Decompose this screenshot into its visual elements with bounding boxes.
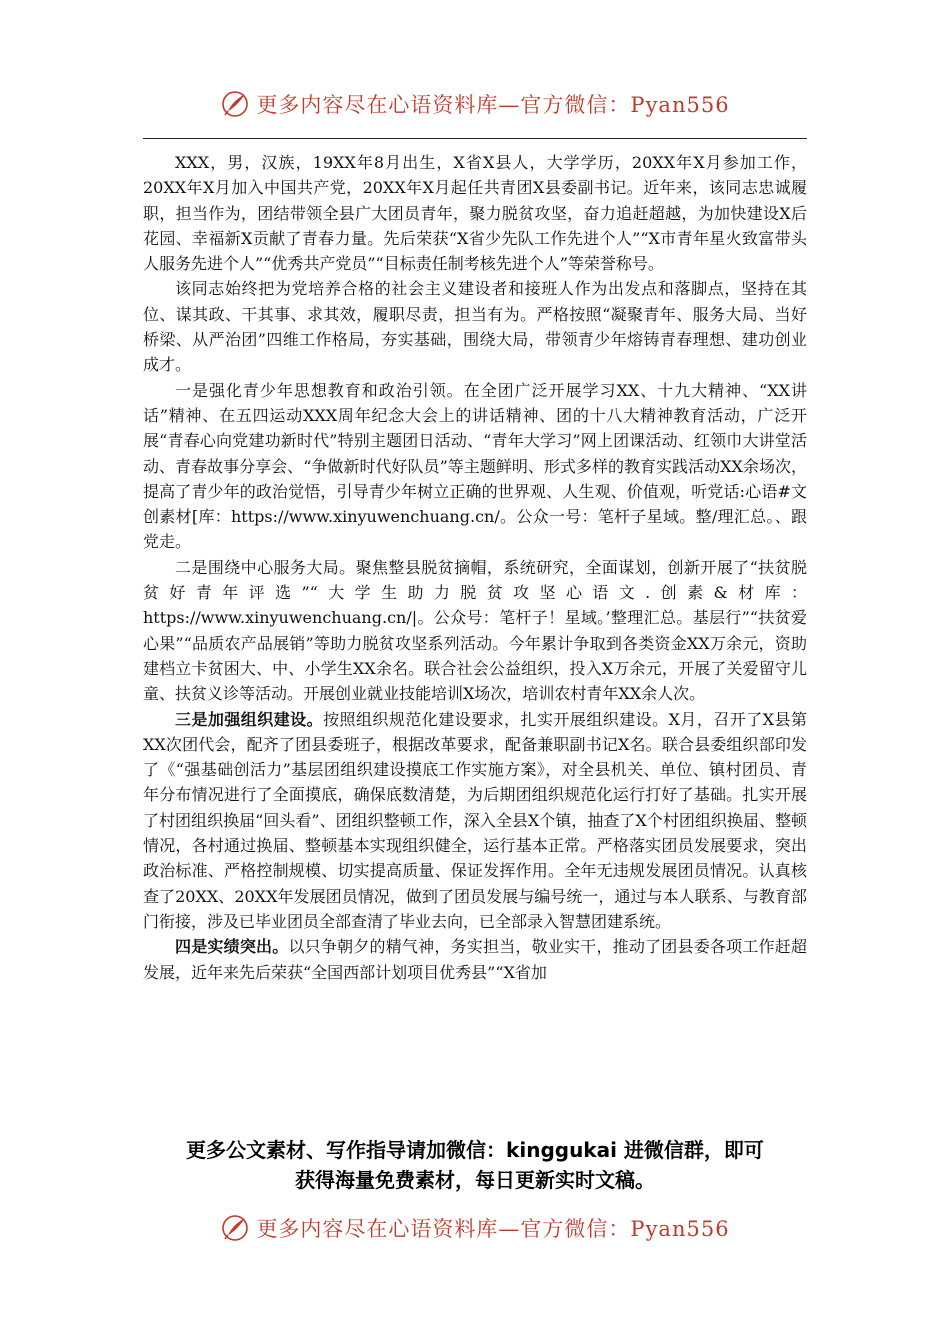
promo-line-2: 获得海量免费素材，每日更新实时文稿。 — [295, 1168, 655, 1192]
feather-pen-logo-icon — [220, 89, 250, 119]
document-body — [143, 150, 807, 985]
paragraph-point-one: 一是强化青少年思想教育和政治引领。在全团广泛开展学习XX、十九大精神、“XX讲话”精神、在五四运动XXX周年纪念大会上的讲话精神、团的十八大精神教育活动，广泛开展“青春心向党建功新时代”特别主题团日活动、“青年大学习”网上团课活动、红领巾大讲堂活动、青春故事分享会、“争做新时代好队员”等主题鲜明、形式多样的教育实践活动XX余场次，提高了青少年的政治觉悟，引导青少年树立正确的世界观、人生观、价值观，听党话:心语#文创素材[库：https://www.xinyuwenchuang.cn/。公众一号：笔杆子星域。整/理汇总。、跟党走。 — [143, 380, 807, 552]
paragraph-point-four — [143, 934, 807, 985]
header-divider — [143, 138, 807, 139]
feather-pen-logo-icon — [220, 1213, 250, 1243]
footer-banner-text: 更多内容尽在心语资料库—官方微信：Pyan556 — [256, 1217, 730, 1241]
header-banner-text: 更多内容尽在心语资料库—官方微信：Pyan556 — [256, 93, 730, 117]
point-three-heading: 三是加强组织建设。 — [175, 709, 324, 729]
header-banner — [0, 84, 950, 124]
paragraph-point-two: 二是围绕中心服务大局。聚焦整县脱贫摘帽，系统研究，全面谋划，创新开展了“扶贫脱贫好青年评选”“大学生助力脱贫攻坚心语文.创素&材库：https://www.xinyuwenchuang.cn/|。公众号：笔杆子！星域。’整理汇总。基层行”“扶贫爱心果”“品质农产品展销”等助力脱贫攻坚系列活动。今年累计争取到各类资金XX万余元，资助建档立卡贫困大、中、小学生XX余名。联合社会公益组织，投入X万余元，开展了关爱留守儿童、扶贫义诊等活动。开展创业就业技能培训X场次，培训农村青年XX余人次。 — [143, 557, 807, 704]
point-four-text: 以只争朝夕的精气神，务实担当，敬业实干，推动了团县委各项工作赶超发展，近年来先后荣获“全国西部计划项目优秀县”“X省加 — [143, 937, 807, 982]
paragraph-point-three — [143, 707, 807, 935]
point-four-heading: 四是实绩突出。 — [175, 937, 289, 957]
promo-line-1: 更多公文素材、写作指导请加微信：kinggukai 进微信群，即可 — [186, 1138, 764, 1162]
point-three-text: 按照组织规范化建设要求，扎实开展组织建设。X月，召开了X县第XX次团代会，配齐了团县委班子，根据改革要求，配备兼职副书记X名。联合县委组织部印发了《“强基础创活力”基层团组织建设摸底工作实施方案》，对全县机关、单位、镇村团员、青年分布情况进行了全面摸底，确保底数清楚，为后期团组织规范化运行打好了基础。扎实开展了村团组织换届“回头看”、团组织整顿工作，深入全县X个镇，抽查了X个村团组织换届、整顿情况，各村通过换届、整顿基本实现组织健全，运行基本正常。严格落实团员发展要求，突出政治标准、严格控制规模、切实提高质量、保证发挥作用。全年无违规发展团员情况。认真核查了20XX、20XX年发展团员情况，做到了团员发展与编号统一，通过与本人联系、与教育部门衔接，涉及已毕业团员全部查清了毕业去向，已全部录入智慧团建系统。 — [143, 709, 807, 931]
paragraph-summary: 该同志始终把为党培养合格的社会主义建设者和接班人作为出发点和落脚点，坚持在其位、谋其政、干其事、求其效，履职尽责，担当有为。严格按照“凝聚青年、服务大局、当好桥梁、从严治团”四维工作格局，夯实基础，围绕大局，带领青少年熔铸青春理想、建功创业成才。 — [143, 279, 807, 375]
promo-notice — [100, 1135, 850, 1195]
paragraph-intro: XXX，男，汉族，19XX年8月出生，X省X县人，大学学历，20XX年X月参加工作，20XX年X月加入中国共产党，20XX年X月起任共青团X县委副书记。近年来，该同志忠诚履职，担当作为，团结带领全县广大团员青年，聚力脱贫攻坚，奋力追赶超越，为加快建设X后花园、幸福新X贡献了青春力量。先后荣获“X省少先队工作先进个人”“X市青年星火致富带头人服务先进个人”“优秀共产党员”“目标责任制考核先进个人”等荣誉称号。 — [143, 153, 807, 274]
footer-banner — [0, 1208, 950, 1248]
